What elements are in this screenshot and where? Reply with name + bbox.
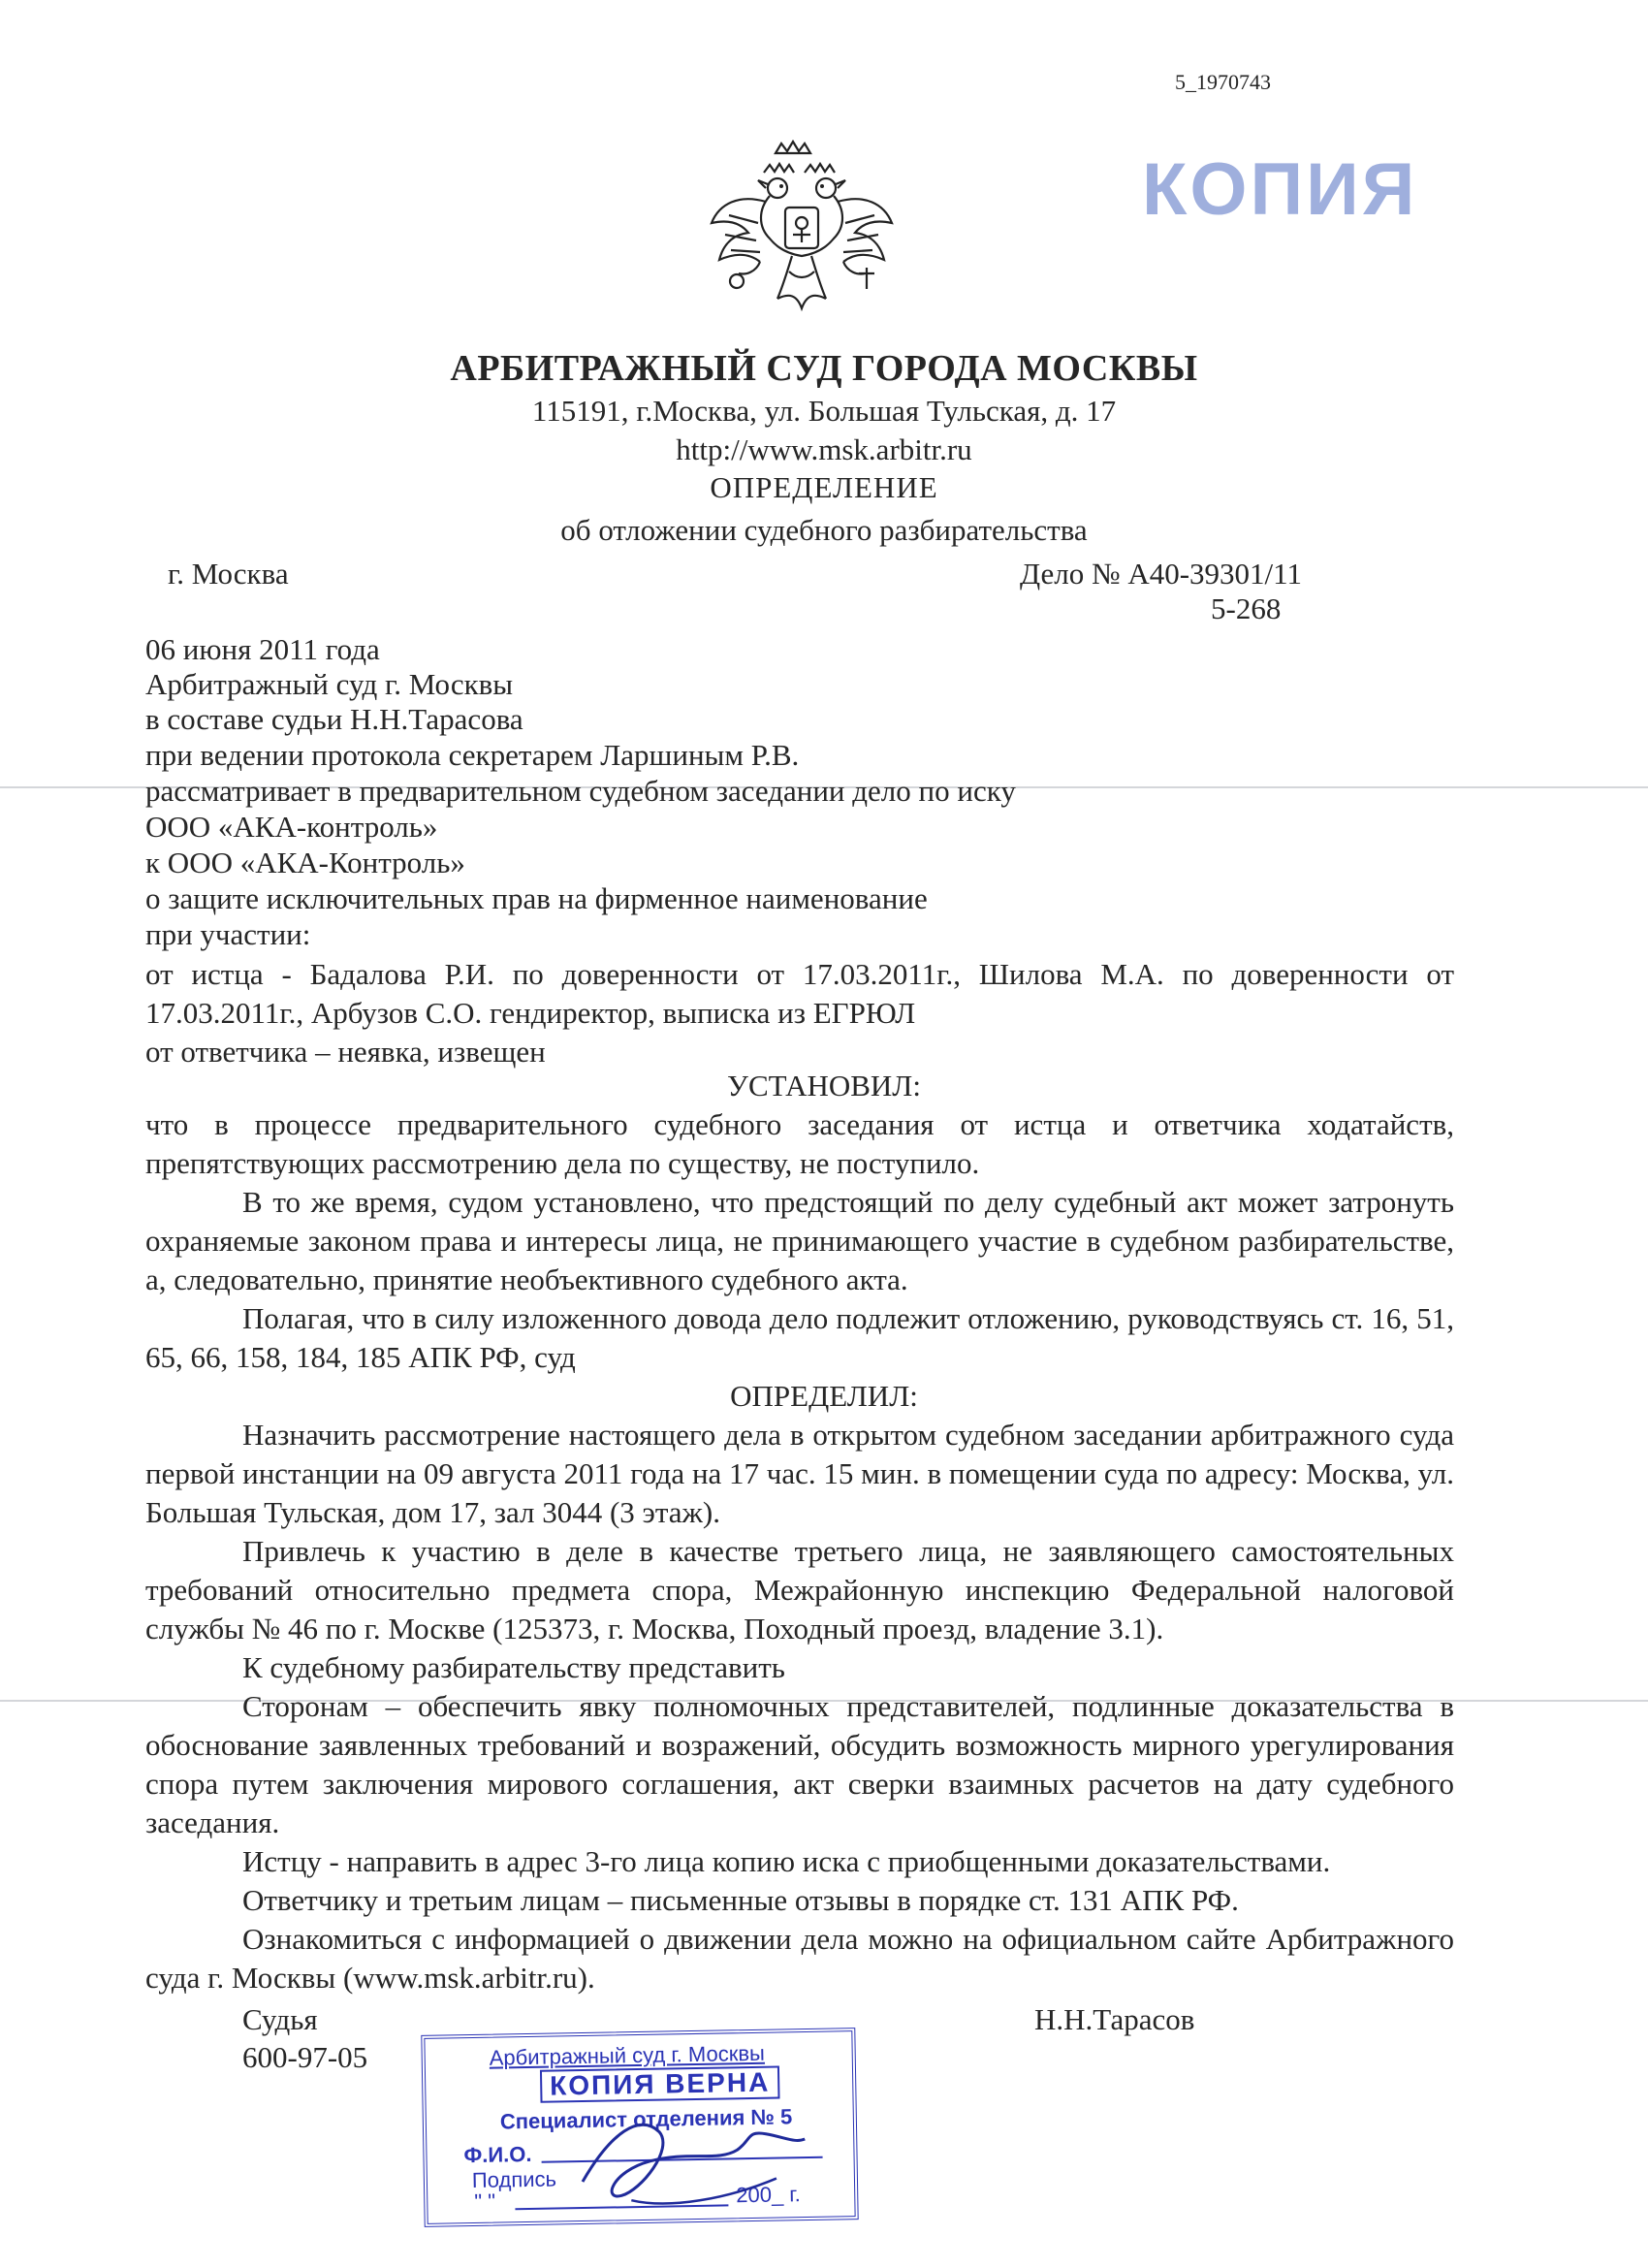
copy-mark-stamp: КОПИЯ	[1142, 148, 1418, 231]
ruling-paragraph: Ознакомиться с информацией о движении дела можно на официальном сайте Арбитражного суда г. Москвы (www.msk.arbitr.ru).	[145, 1922, 1454, 1995]
stamp-date-quote: " "	[474, 2188, 496, 2214]
intro-line: Арбитражный суд г. Москвы	[145, 667, 514, 701]
case-sub-number: 5-268	[1211, 591, 1282, 625]
stamp-court: Арбитражный суд г. Москвы	[489, 2040, 766, 2070]
intro-line: к ООО «АКА-Контроль»	[145, 846, 465, 879]
ruling-paragraph: Привлечь к участию в деле в качестве третьего лица, не заявляющего самостоятельных требований относительно предмета спора, Межрайонную инспекцию Федеральной налоговой службы № 46 по г. Москве (125373, г. Москва, Походный проезд, владение 3.1).	[145, 1534, 1454, 1645]
stamp-specialist: Специалист отделения № 5	[499, 2104, 793, 2134]
stamp-signature-label: Подпись	[471, 2166, 557, 2193]
ruling-paragraph: Истцу - направить в адрес 3-го лица копию иска с приобщенными доказательствами.	[242, 1844, 1331, 1878]
reference-number: 5_1970743	[1175, 70, 1271, 94]
ruling-paragraph: К судебному разбирательству представить	[242, 1650, 785, 1684]
case-number: Дело № А40-39301/11	[1020, 557, 1303, 591]
ruling-paragraph: Сторонам – обеспечить явку полномочных представителей, подлинные доказательства в обоснование заявленных требований и возражений, обсудить возможность мирного урегулирования спора путем заключения мирового соглашения, акт сверки взаимных расчетов на дату судебного заседания.	[145, 1689, 1454, 1839]
city: г. Москва	[168, 557, 289, 591]
intro-line: рассматривает в предварительном судебном заседании дело по иску	[145, 774, 1016, 808]
participation-defendant: от ответчика – неявка, извещен	[145, 1035, 546, 1069]
judge-phone: 600-97-05	[242, 2040, 368, 2074]
court-website: http://www.msk.arbitr.ru	[676, 432, 972, 466]
established-paragraph: что в процессе предварительного судебного заседания от истца и ответчика ходатайств, препятствующих рассмотрению дела по существу, не поступило.	[145, 1107, 1454, 1180]
established-section	[145, 1105, 1454, 1377]
coat-of-arms-emblem	[700, 126, 903, 320]
judge-label: Судья	[242, 2002, 318, 2036]
participation-plaintiff: от истца - Бадалова Р.И. по доверенности от 17.03.2011г., Шилова М.А. по доверенности от 17.03.2011г., Арбузов С.О. гендиректор, выписка из ЕГРЮЛ	[145, 957, 1454, 1030]
document-date: 06 июня 2011 года	[145, 632, 380, 666]
participation-block	[145, 955, 1454, 1071]
established-paragraph: Полагая, что в силу изложенного довода дело подлежит отложению, руководствуясь ст. 16, 51, 65, 66, 158, 184, 185 АПК РФ, суд	[145, 1301, 1454, 1374]
ruling-paragraph: Назначить рассмотрение настоящего дела в открытом судебном заседании арбитражного суда первой инстанции на 09 августа 2011 года на 17 час. 15 мин. в помещении суда по адресу: Москва, ул. Большая Тульская, дом 17, зал 3044 (3 этаж).	[145, 1418, 1454, 1529]
certified-copy-stamp	[421, 2028, 858, 2227]
court-name: АРБИТРАЖНЫЙ СУД ГОРОДА МОСКВЫ	[450, 348, 1198, 389]
stamp-fio-label: Ф.И.О.	[463, 2141, 532, 2168]
intro-line: при ведении протокола секретарем Ларшиным Р.В.	[145, 738, 800, 772]
intro-line: о защите исключительных прав на фирменное наименование	[145, 881, 928, 915]
document-subtitle: об отложении судебного разбирательства	[560, 513, 1088, 547]
court-address: 115191, г.Москва, ул. Большая Тульская, д. 17	[531, 394, 1117, 428]
heading-ruled: ОПРЕДЕЛИЛ:	[730, 1379, 918, 1413]
ruling-section	[145, 1416, 1454, 1997]
intro-line: ООО «АКА-контроль»	[145, 810, 438, 844]
stamp-certified: КОПИЯ ВЕРНА	[540, 2065, 780, 2102]
intro-line: в составе судьи Н.Н.Тарасова	[145, 702, 523, 736]
heading-established: УСТАНОВИЛ:	[727, 1069, 921, 1102]
intro-line: при участии:	[145, 917, 311, 951]
ruling-paragraph: Ответчику и третьим лицам – письменные отзывы в порядке ст. 131 АПК РФ.	[242, 1883, 1239, 1917]
document-title: ОПРЕДЕЛЕНИЕ	[710, 470, 938, 504]
established-paragraph: В то же время, судом установлено, что предстоящий по делу судебный акт может затронуть охраняемые законом права и интересы лица, не принимающего участие в судебном разбирательстве, а, следовательно, принятие необъективного судебного акта.	[145, 1185, 1454, 1296]
stamp-year: 200_ г.	[736, 2182, 801, 2208]
judge-name: Н.Н.Тарасов	[1034, 2002, 1195, 2036]
handwritten-signature	[572, 2100, 816, 2220]
